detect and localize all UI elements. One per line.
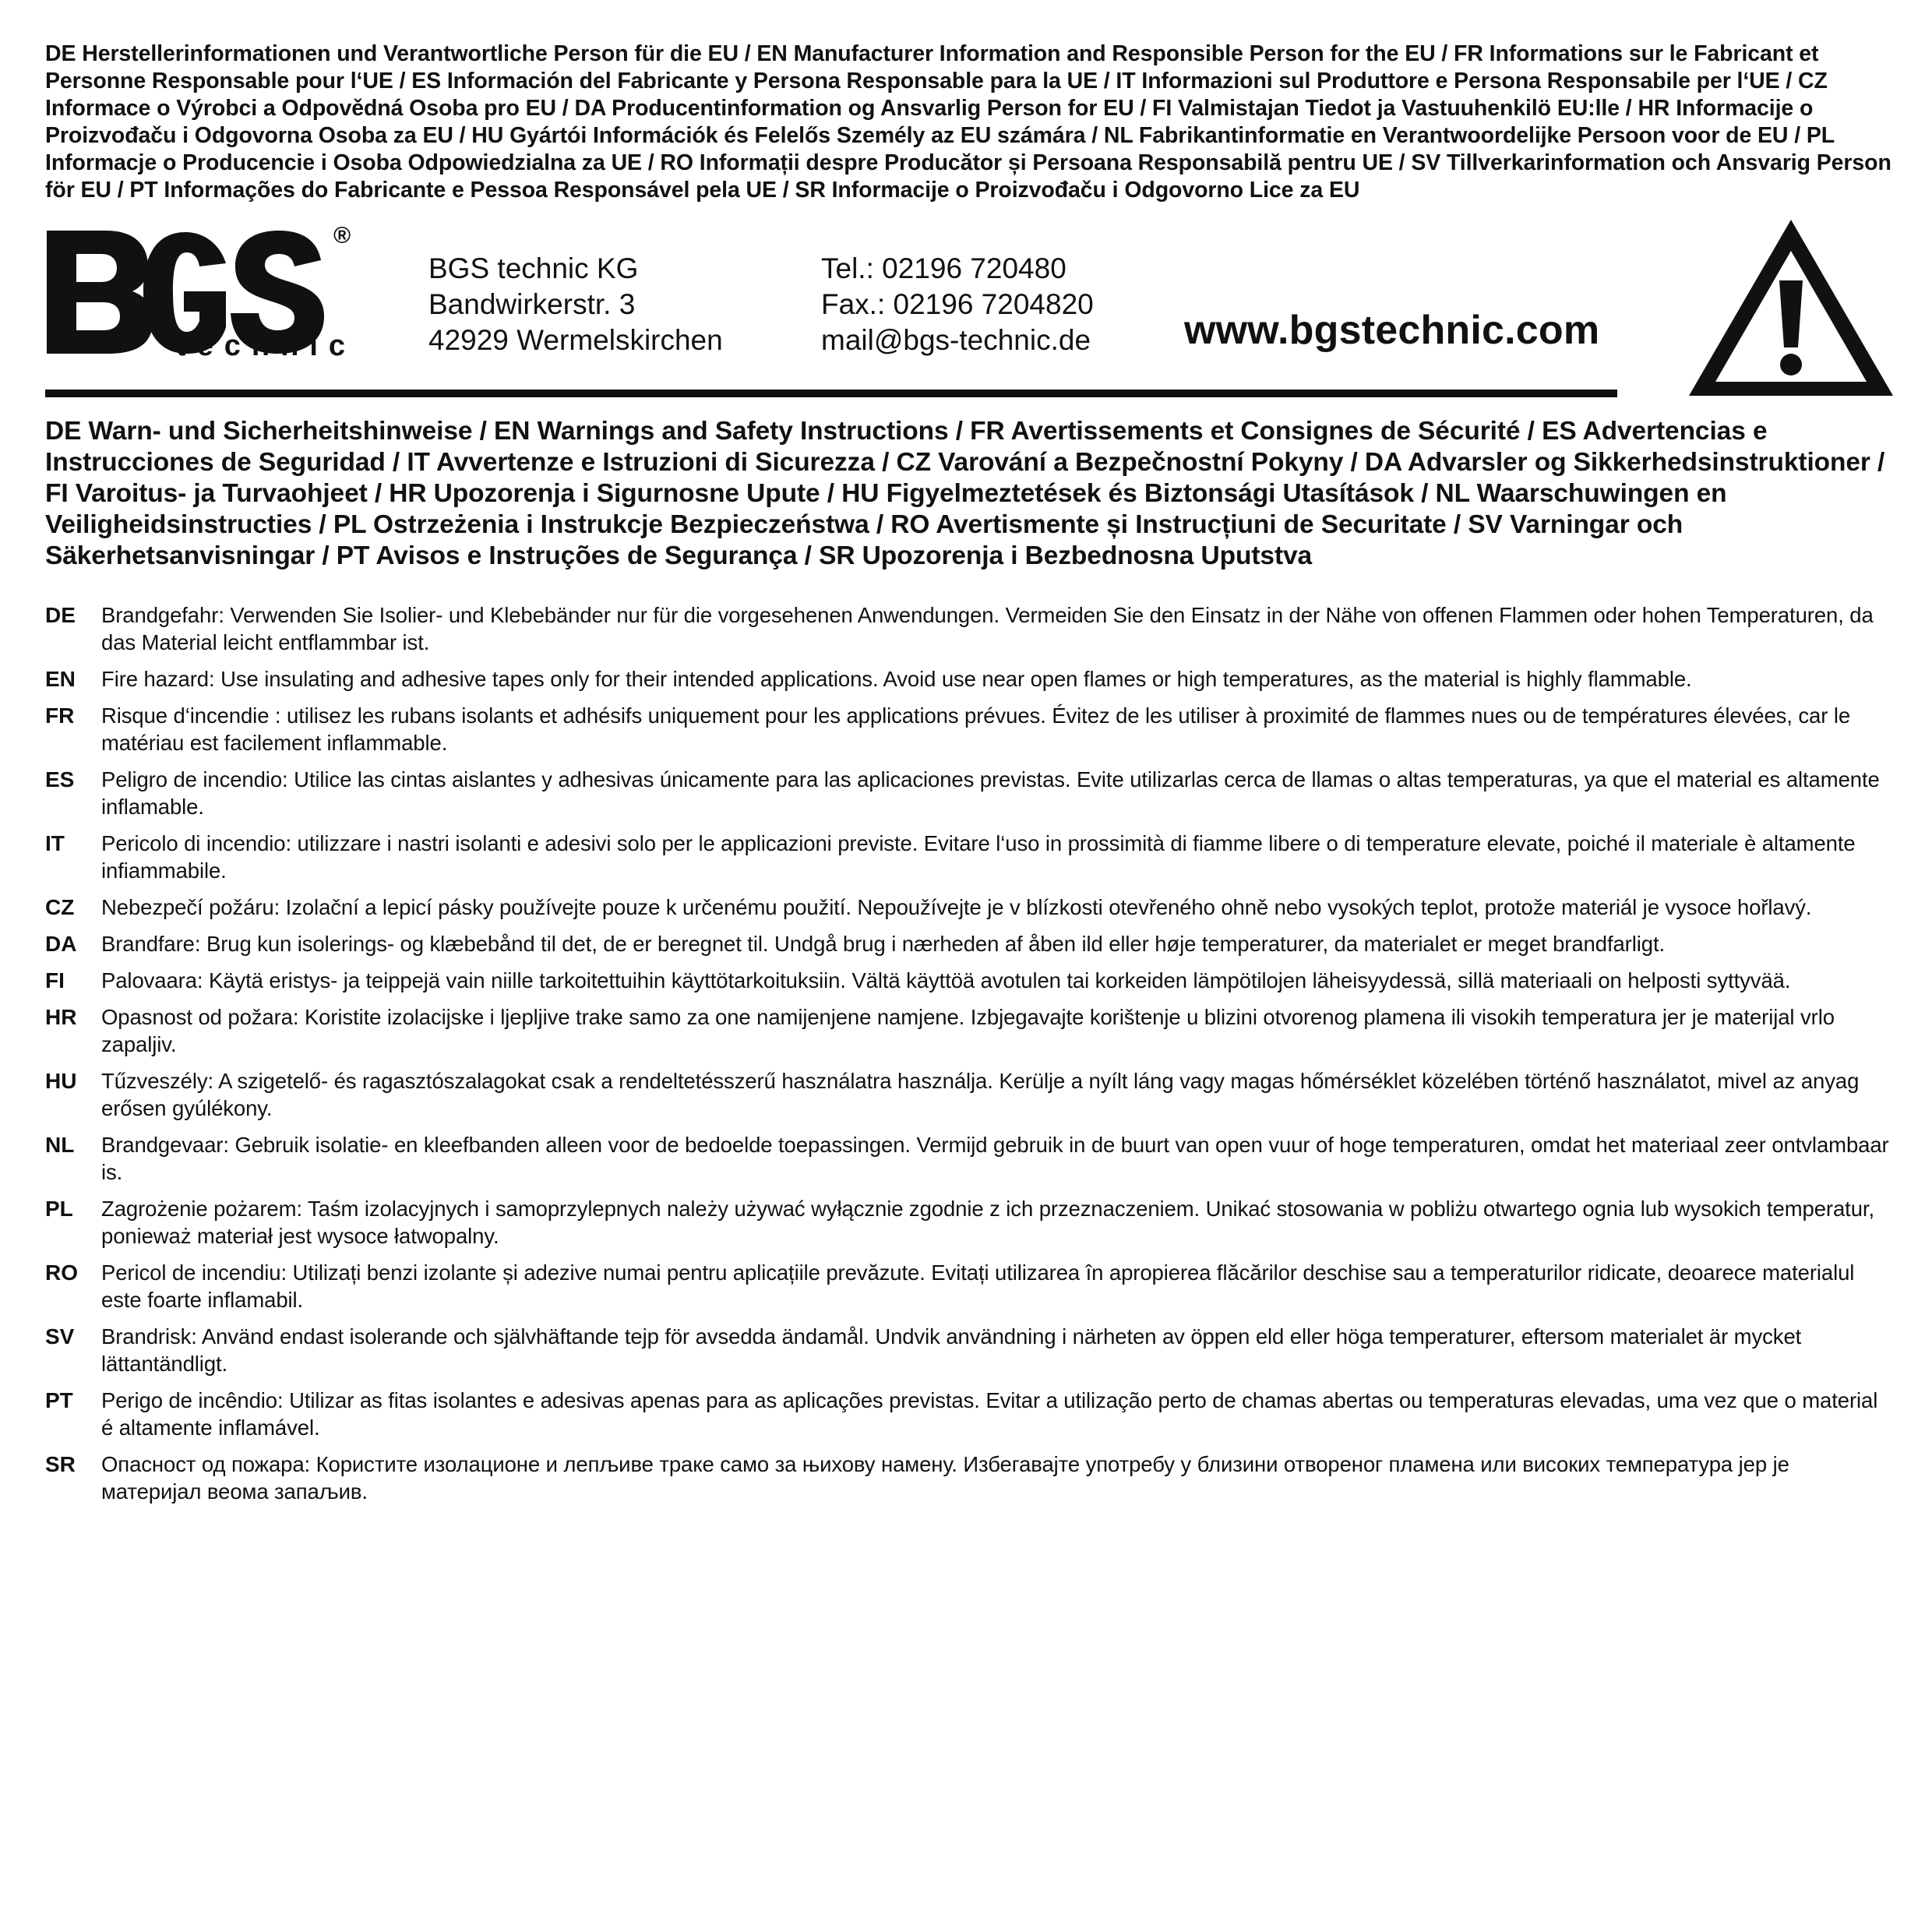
lang-entry-nl xyxy=(45,1131,1895,1186)
lang-text: Brandrisk: Använd endast isolerande och självhäftande tejp för avsedda ändamål. Undvik användning i närheten av öppen eld eller höga temperaturer, eftersom materialet är mycket lättantändligt. xyxy=(101,1324,1802,1376)
lang-entry-da xyxy=(45,930,1895,957)
lang-entry-hr xyxy=(45,1003,1895,1058)
lang-code: DA xyxy=(45,932,77,956)
lang-code: CZ xyxy=(45,895,75,919)
lang-entry-pt xyxy=(45,1387,1895,1441)
lang-entry-hu xyxy=(45,1067,1895,1122)
safety-heading: DE Warn- und Sicherheitshinweise / EN Warnings and Safety Instructions / FR Avertissements et Consignes de Sécurité / ES Advertencias e Instrucciones de Seguridad / IT Avvertenze e Istruzioni di Sicurezza / CZ Varování a Bezpečnostní Pokyny / DA Advarsler og Sikkerhedsinstruktioner / FI Varoitus- ja Turvaohjeet / HR Upozorenja i Sigurnosne Upute / HU Figyelmeztetések és Biztonsági Utasítások / NL Waarschuwingen en Veiligheidsinstructies / PL Ostrzeżenia i Instrukcje Bezpieczeństwa / RO Avertismente și Instrucțiuni de Securitate / SV Varningar och Säkerhetsanvisningar / PT Avisos e Instruções de Segurança / SR Upozorenja i Bezbednosna Uputstva xyxy=(45,417,1885,570)
lang-text: Brandgefahr: Verwenden Sie Isolier- und Klebebänder nur für die vorgesehenen Anwendungen. Vermeiden Sie den Einsatz in der Nähe von offenen Flammen oder hohen Temperaturen, da das Material leicht entflammbar ist. xyxy=(101,603,1874,654)
lang-entry-it xyxy=(45,830,1895,884)
fax: Fax.: 02196 7204820 xyxy=(821,288,1094,320)
address-block xyxy=(428,251,723,358)
warning-triangle-icon xyxy=(1687,217,1895,399)
lang-code: IT xyxy=(45,831,65,855)
lang-text: Perigo de incêndio: Utilizar as fitas isolantes e adesivas apenas para as aplicações previstas. Evitar a utilização perto de chamas abertas ou temperaturas elevadas, uma vez que o material é altamente inflamável. xyxy=(101,1388,1878,1440)
lang-entry-es xyxy=(45,766,1895,820)
lang-code: FI xyxy=(45,968,65,992)
bgs-logo xyxy=(45,221,357,361)
contact-block xyxy=(821,251,1094,358)
logo-subtitle: technic xyxy=(176,330,357,361)
city-address: 42929 Wermelskirchen xyxy=(428,324,723,356)
lang-entry-de xyxy=(45,601,1895,656)
lang-entry-en xyxy=(45,665,1895,693)
lang-code: SV xyxy=(45,1324,75,1349)
contact-row xyxy=(45,221,1895,400)
lang-code: PT xyxy=(45,1388,73,1412)
lang-code: SR xyxy=(45,1452,76,1476)
lang-text: Pericol de incendiu: Utilizați benzi izolante și adezive numai pentru aplicațiile prevăzute. Evitați utilizarea în apropierea flăcărilor deschise sau a temperaturilor ridicate, deoarece materialul este foarte inflamabil. xyxy=(101,1260,1855,1312)
lang-text: Zagrożenie pożarem: Taśm izolacyjnych i samoprzylepnych należy używać wyłącznie zgodnie z ich przeznaczeniem. Unikać stosowania w pobliżu otwartego ognia lub wysokich temperatur, ponieważ materiał jest wysoce łatwopalny. xyxy=(101,1197,1874,1248)
lang-code: HU xyxy=(45,1069,77,1093)
lang-code: FR xyxy=(45,703,75,728)
lang-code: ES xyxy=(45,767,75,791)
lang-code: HR xyxy=(45,1005,77,1029)
street-address: Bandwirkerstr. 3 xyxy=(428,288,636,320)
lang-code: EN xyxy=(45,667,76,691)
lang-text: Опасност од пожара: Користите изолационе и лепљиве траке само за њихову намену. Избегавајте употребу у близини отвореног пламена или високих температура јер је материјал веома запаљив. xyxy=(101,1452,1789,1504)
lang-entry-fi xyxy=(45,967,1895,994)
lang-code: RO xyxy=(45,1260,78,1285)
telephone: Tel.: 02196 720480 xyxy=(821,252,1066,284)
lang-entry-pl xyxy=(45,1195,1895,1250)
document-page xyxy=(45,41,1895,1514)
website-url: www.bgstechnic.com xyxy=(1184,308,1600,353)
lang-entry-fr xyxy=(45,702,1895,756)
lang-entry-sr xyxy=(45,1451,1895,1505)
company-name: BGS technic KG xyxy=(428,252,639,284)
lang-text: Fire hazard: Use insulating and adhesive tapes only for their intended applications. Avoid use near open flames or high temperatures, as the material is highly flammable. xyxy=(101,667,1692,691)
lang-text: Brandgevaar: Gebruik isolatie- en kleefbanden alleen voor de bedoelde toepassingen. Vermijd gebruik in de buurt van open vuur of hoge temperaturen, omdat het materiaal zeer ontvlambaar is. xyxy=(101,1133,1889,1184)
header-divider xyxy=(45,390,1617,397)
lang-text: Palovaara: Käytä eristys- ja teippejä vain niille tarkoitettuihin käyttötarkoituksiin. Vältä käyttöä avotulen tai korkeiden lämpötilojen läheisyydessä, sillä materiaali on helposti syttyvää. xyxy=(101,968,1791,992)
logo-letter-b xyxy=(47,231,153,354)
lang-text: Peligro de incendio: Utilice las cintas aislantes y adhesivas únicamente para las aplicaciones previstas. Evite utilizarlas cerca de llamas o altas temperaturas, ya que el material es altamente inflamable. xyxy=(101,767,1880,819)
lang-code: DE xyxy=(45,603,76,627)
lang-code: NL xyxy=(45,1133,75,1157)
lang-entry-ro xyxy=(45,1259,1895,1313)
lang-code: PL xyxy=(45,1197,73,1221)
email: mail@bgs-technic.de xyxy=(821,324,1091,356)
lang-text: Opasnost od požara: Koristite izolacijske i ljepljive trake samo za one namijenjene namjene. Izbjegavajte korištenje u blizini otvorenog plamena ili visokih temperatura jer je materijal vrlo zapaljiv. xyxy=(101,1005,1835,1056)
lang-text: Tűzveszély: A szigetelő- és ragasztószalagokat csak a rendeltetésszerű használatra használja. Kerülje a nyílt láng vagy magas hőmérséklet közelében történő használatot, mivel az anyag erősen gyúlékony. xyxy=(101,1069,1860,1120)
lang-text: Pericolo di incendio: utilizzare i nastri isolanti e adesivi solo per le applicazioni previste. Evitare l‘uso in prossimità di fiamme libere o di temperature elevate, poiché il materiale è altamente infiammabile. xyxy=(101,831,1856,883)
lang-entry-cz xyxy=(45,894,1895,921)
manufacturer-heading: DE Herstellerinformationen und Verantwortliche Person für die EU / EN Manufacturer Information and Responsible Person for the EU / FR Informations sur le Fabricant et Personne Responsable pour l‘UE / ES Información del Fabricante y Persona Responsable para la UE / IT Informazioni sul Produttore e Persona Responsabile per l‘UE / CZ Informace o Výrobci a Odpovědná Osoba pro EU / DA Producentinformation og Ansvarlig Person for EU / FI Valmistajan Tiedot ja Vastuuhenkilö EU:lle / HR Informacije o Proizvođaču i Odgovorna Osoba za EU / HU Gyártói Információk és Felelős Személy az EU számára / NL Fabrikantinformatie en Verantwoordelijke Persoon voor de EU / PL Informacje o Producencie i Osoba Odpowiedzialna za UE / RO Informații despre Producător și Persoana Responsabilă pentru UE / SV Tillverkarinformation och Ansvarig Person för EU / PT Informações do Fabricante e Pessoa Responsável pela UE / SR Informacije o Proizvođaču i Odgovorno Lice za EU xyxy=(45,41,1891,203)
lang-text: Risque d‘incendie : utilisez les rubans isolants et adhésifs uniquement pour les applications prévues. Évitez de les utiliser à proximité de flammes nues ou de températures élevées, car le matériau est facilement inflammable. xyxy=(101,703,1851,755)
lang-text: Brandfare: Brug kun isolerings- og klæbebånd til det, de er beregnet til. Undgå brug i nærheden af åben ild eller høje temperaturer, da materialet er meget brandfarligt. xyxy=(101,932,1666,956)
lang-text: Nebezpečí požáru: Izolační a lepicí pásky používejte pouze k určenému použití. Nepoužívejte je v blízkosti otevřeného ohně nebo vysokých teplot, protože materiál je vysoce hořlavý. xyxy=(101,895,1812,919)
logo-registered-mark: ® xyxy=(333,223,351,249)
language-list xyxy=(45,601,1895,1505)
lang-entry-sv xyxy=(45,1323,1895,1377)
